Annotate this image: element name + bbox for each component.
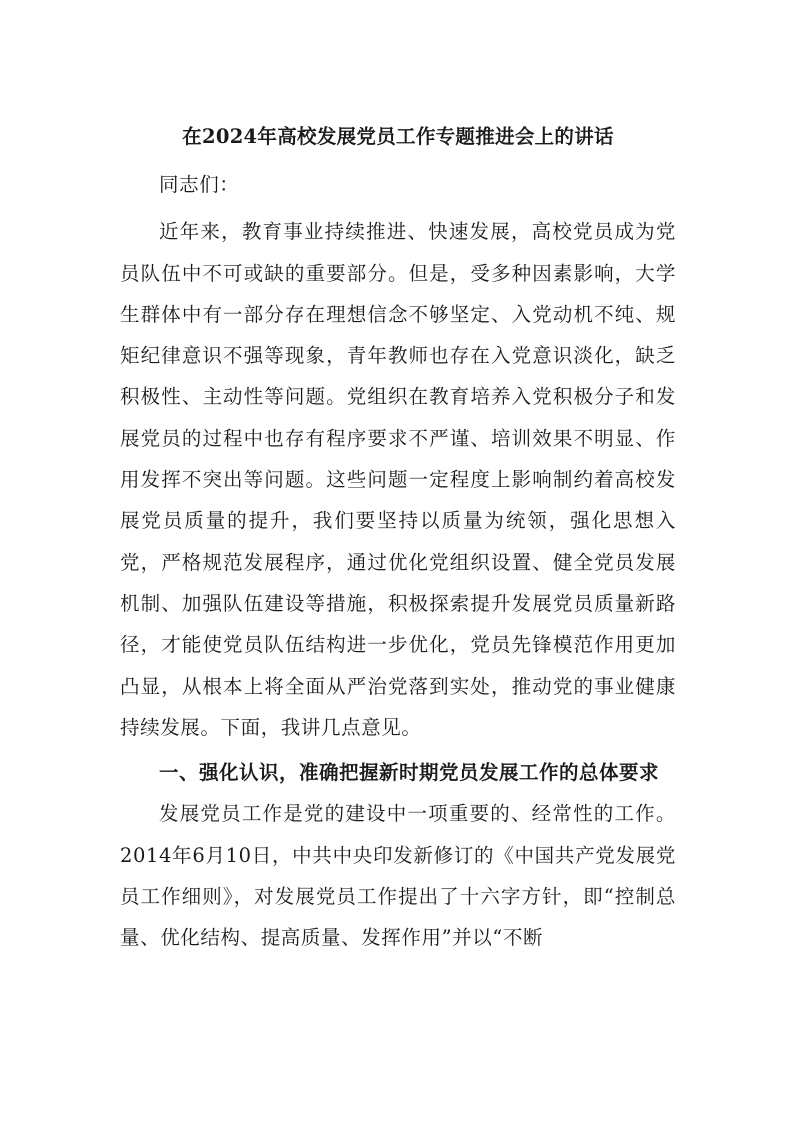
salutation: 同志们： [159, 173, 240, 196]
section-paragraph: 发展党员工作是党的建设中一项重要的、经常性的工作。2014年6月10日，中共中央印发新修订的《中国共产党发展党员工作细则》，对发展党员工作提出了十六字方针，即“控制总量、优化结构、提高质量、发挥作用”并以“不断 [120, 802, 676, 950]
document-title: 在2024年高校发展党员工作专题推进会上的讲话 [182, 125, 614, 148]
section-heading: 一、强化认识，准确把握新时期党员发展工作的总体要求 [159, 761, 660, 785]
intro-paragraph: 近年来，教育事业持续推进、快速发展，高校党员成为党员队伍中不可或缺的重要部分。但是，受多种因素影响，大学生群体中有一部分存在理想信念不够坚定、入党动机不纯、规矩纪律意识不强等现象，青年教师也存在入党意识淡化，缺乏积极性、主动性等问题。党组织在教育培养入党积极分子和发展党员的过程中也存有程序要求不严谨、培训效果不明显、作用发挥不突出等问题。这些问题一定程度上影响制约着高校发展党员质量的提升，我们要坚持以质量为统领，强化思想入党，严格规范发展程序，通过优化党组织设置、健全党员发展机制、加强队伍建设等措施，积极探索提升发展党员质量新路径，才能使党员队伍结构进一步优化，党员先锋模范作用更加凸显，从根本上将全面从严治党落到实处，推动党的事业健康持续发展。下面，我讲几点意见。 [120, 220, 676, 739]
document-body [120, 118, 676, 959]
